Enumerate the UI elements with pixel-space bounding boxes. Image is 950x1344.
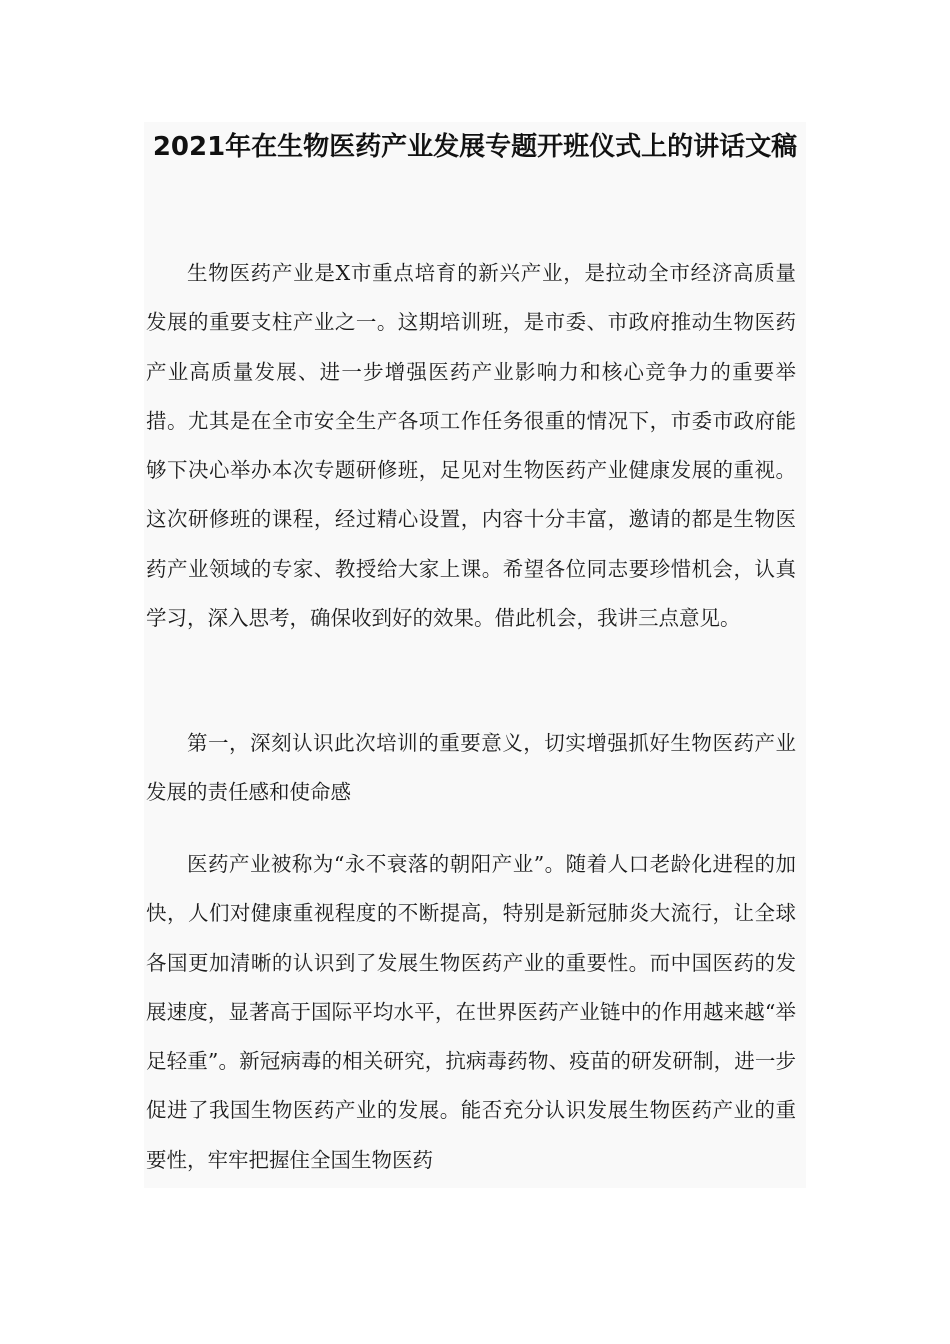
paragraph-intro: 生物医药产业是X市重点培育的新兴产业，是拉动全市经济高质量发展的重要支柱产业之一。这期培训班，是市委、市政府推动生物医药产业高质量发展、进一步增强医药产业影响力和核心竞争力的重要举措。尤其是在全市安全生产各项工作任务很重的情况下，市委市政府能够下决心举办本次专题研修班，足见对生物医药产业健康发展的重视。这次研修班的课程，经过精心设置，内容十分丰富，邀请的都是生物医药产业领域的专家、教授给大家上课。希望各位同志要珍惜机会，认真学习，深入思考，确保收到好的效果。借此机会，我讲三点意见。 xyxy=(146,261,796,631)
paragraph-industry: 医药产业被称为“永不衰落的朝阳产业”。随着人口老龄化进程的加快，人们对健康重视程度的不断提高，特别是新冠肺炎大流行，让全球各国更加清晰的认识到了发展生物医药产业的重要性。而中国医药的发展速度，显著高于国际平均水平，在世界医药产业链中的作用越来越“举足轻重”。新冠病毒的相关研究，抗病毒药物、疫苗的研发研制，进一步促进了我国生物医药产业的发展。能否充分认识发展生物医药产业的重要性，牢牢把握住全国生物医药 xyxy=(146,852,796,1172)
document-title: 2021年在生物医药产业发展专题开班仪式上的讲话文稿 xyxy=(152,132,798,162)
section-heading-first: 第一，深刻认识此次培训的重要意义，切实增强抓好生物医药产业发展的责任感和使命感 xyxy=(146,731,796,805)
